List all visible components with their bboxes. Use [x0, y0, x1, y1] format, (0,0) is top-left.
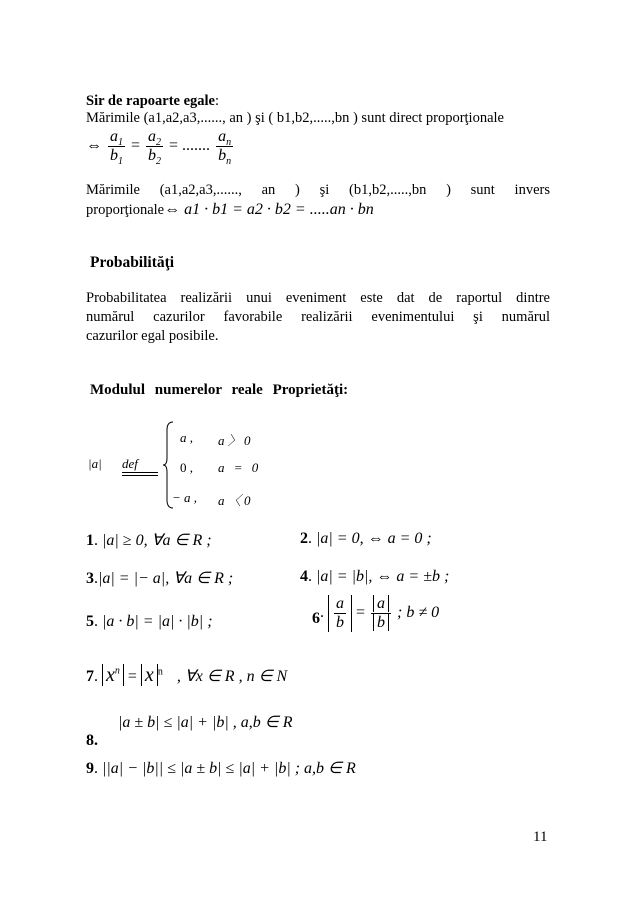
fraction-a2-b2: $\frac{a_2}{b_2}$: [148, 128, 162, 168]
property-5: 5. |a · b| = |a| · |b| ;: [86, 613, 213, 630]
case-3-cond: a 〈 0: [218, 493, 251, 508]
ratios-inverse-formula: ⇔ a1 · b1 = a2 · b2 = .....an · bn: [164, 201, 374, 218]
probability-para-line3: cazurilor egal posibile.: [86, 328, 219, 344]
property-3-num: 3: [86, 570, 94, 587]
case-1-value: a ,: [180, 430, 193, 445]
ratios-direct-text: Mărimile (a1,a2,a3,......, an ) şi ( b1,b2,.....,bn ) sunt direct proporţionale: [86, 110, 504, 126]
fraction-dots: = .......: [169, 137, 211, 155]
probability-para-line1: Probabilitatea realizării unui eveniment este dat de raportul dintre: [86, 290, 550, 306]
property-2-formula: |a| = 0, ⇔ a = 0 ;: [316, 530, 432, 547]
case-1-cond: a 〉 0: [218, 433, 251, 448]
modulus-definition: [86, 420, 366, 510]
property-9: 9. ||a| − |b|| ≤ |a ± b| ≤ |a| + |b| ; a,b ∈ R: [86, 760, 356, 777]
ratios-fraction-chain: ⇔ $\frac{a_1}{b_1}$ = $\frac{a_2}{b_2}$ = ....... $\frac{a_n}{b_n}$: [86, 128, 232, 168]
property-1-formula: |a| ≥ 0, ∀a ∈ R ;: [102, 532, 212, 549]
property-4-formula: |a| = |b|, ⇔ a = ±b ;: [316, 568, 450, 585]
property-4-num: 4: [300, 568, 308, 585]
probability-para-line2: numărul cazurilor favorabile realizării evenimentului şi numărul: [86, 309, 550, 325]
property-7-lhs: $x^n$: [102, 664, 124, 686]
property-2: 2. |a| = 0, ⇔ a = 0 ;: [300, 530, 432, 547]
property-1-num: 1: [86, 532, 94, 549]
property-7-rhs: x: [141, 664, 158, 686]
property-4: 4. |a| = |b|, ⇔ a = ±b ;: [300, 568, 450, 585]
ratios-heading-colon: :: [215, 93, 220, 109]
modulus-heading: Modulul numerelor reale Proprietăţi:: [90, 382, 349, 398]
property-3: 3.|a| = |− a|, ∀a ∈ R ;: [86, 570, 234, 587]
property-6-tail: ; b ≠ 0: [397, 604, 440, 622]
ratios-heading: Sir de rapoarte egale: [86, 93, 215, 109]
def-lhs: |a|: [88, 456, 102, 471]
probability-heading: Probabilităţi: [90, 254, 175, 271]
property-6-rhs: $\frac{a}{b}$: [371, 595, 391, 632]
ratios-heading-line: [86, 92, 219, 110]
property-7: 7. $x^n = x$ $^n$ , ∀x ∈ R , n ∈ N: [86, 664, 288, 686]
property-7-num: 7: [86, 668, 94, 685]
def-underline-1: [122, 472, 158, 473]
case-2-value: 0 ,: [180, 460, 193, 475]
ratios-inverse-word: proporţionale: [86, 202, 165, 218]
property-6: 6. $\frac{a}{b}$ = $\frac{a}{b}$ ; b ≠ 0: [312, 595, 440, 631]
property-8-num: 8.: [86, 732, 98, 749]
property-8-formula: |a ± b| ≤ |a| + |b| , a,b ∈ R: [118, 714, 293, 731]
property-5-num: 5: [86, 613, 94, 630]
property-3-formula: |a| = |− a|, ∀a ∈ R ;: [98, 570, 234, 587]
ratios-inverse-line: [86, 181, 550, 199]
ratios-direct-line: [86, 109, 504, 127]
def-underline-2: [122, 475, 158, 476]
property-5-formula: |a · b| = |a| · |b| ;: [102, 613, 213, 630]
ratios-inverse-line2: [86, 201, 374, 219]
property-2-num: 2: [300, 530, 308, 547]
property-9-formula: ||a| − |b|| ≤ |a ± b| ≤ |a| + |b| ; a,b ∈ R: [102, 760, 356, 777]
case-2-cond: a = 0: [218, 460, 259, 475]
ratios-inverse-text: Mărimile (a1,a2,a3,......, an ) şi (b1,b2,.....,bn ) sunt invers: [86, 182, 550, 198]
property-6-num: 6: [312, 610, 320, 628]
fraction-a1-b1: $\frac{a_1}{b_1}$: [110, 128, 123, 168]
property-6-lhs: $\frac{a}{b}$: [328, 595, 352, 632]
equiv-symbol: ⇔: [86, 137, 102, 155]
case-3-value: − a ,: [172, 490, 198, 505]
property-7-tail: , ∀x ∈ R , n ∈ N: [176, 668, 288, 685]
page-number: 11: [533, 829, 548, 845]
property-9-num: 9: [86, 760, 94, 777]
property-1: 1. |a| ≥ 0, ∀a ∈ R ;: [86, 532, 212, 549]
def-label: def: [122, 456, 138, 471]
fraction-an-bn: $\frac{a_n}{b_n}$: [218, 128, 232, 168]
